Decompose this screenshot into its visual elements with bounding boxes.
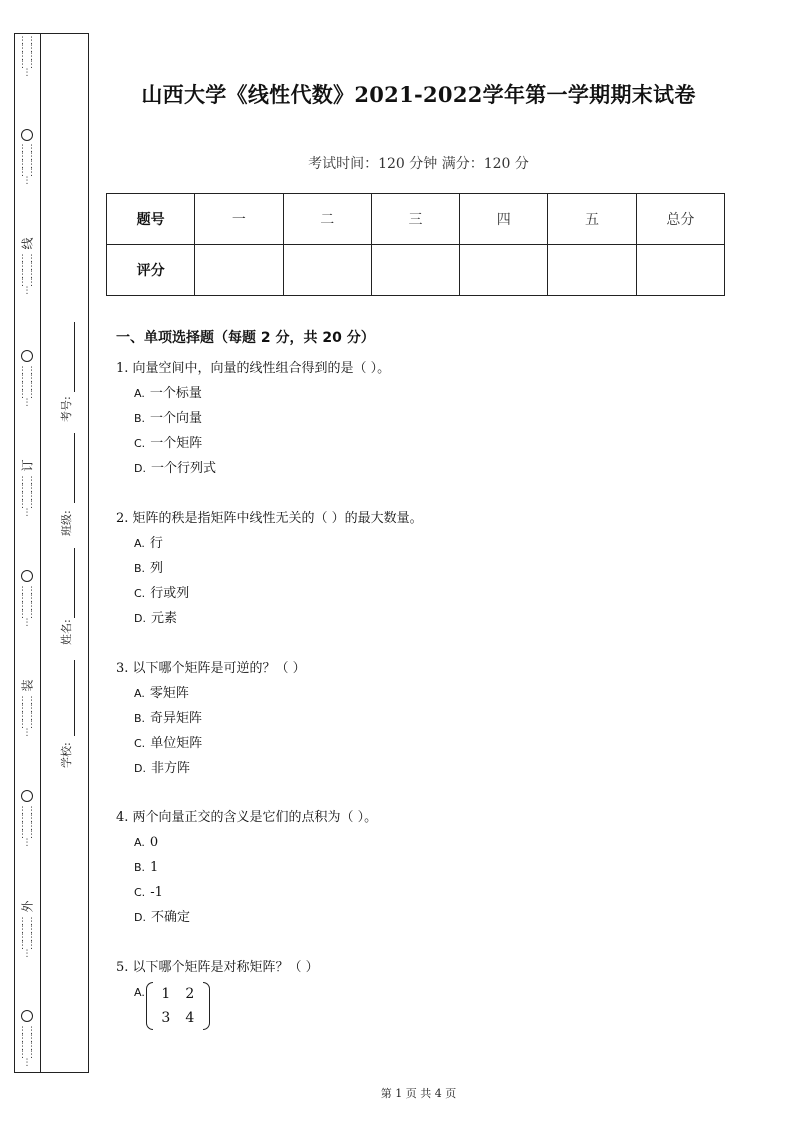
question-3 — [116, 656, 306, 781]
option-c[interactable]: C. 一个矩阵 — [134, 436, 203, 451]
dotted-line: ⋮⋮⋮⋮⋮⋮⋮⋮⋮ — [18, 36, 36, 78]
score-cell[interactable] — [636, 245, 724, 296]
field-label-name: 姓名: — [60, 619, 73, 645]
exam-info: 考试时间：120 分钟 满分：120 分 — [308, 156, 529, 172]
matrix-cell: 1 — [161, 986, 171, 1002]
score-table — [106, 193, 725, 296]
dotted-line: ⋮⋮⋮⋮⋮⋮⋮⋮⋮ — [18, 1026, 36, 1068]
option-b[interactable]: B. 奇异矩阵 — [134, 711, 203, 726]
binding-mark-wai: 外 — [20, 900, 35, 913]
score-header-cell: 一 — [195, 194, 283, 245]
right-paren — [203, 982, 210, 1030]
exam-title: 山西大学《线性代数》2021-2022学年第一学期期末试卷 — [141, 82, 696, 107]
circle-mark — [21, 350, 33, 362]
binding-cut-line — [14, 33, 40, 1073]
question-1 — [116, 356, 390, 481]
dotted-line: ⋮⋮⋮⋮⋮⋮⋮⋮⋮ — [18, 586, 36, 628]
score-header-cell: 四 — [460, 194, 548, 245]
circle-mark — [21, 570, 33, 582]
field-line-class[interactable] — [74, 433, 75, 503]
matrix-cell: 3 — [161, 1010, 171, 1026]
circle-mark — [21, 129, 33, 141]
score-header-cell: 二 — [283, 194, 371, 245]
score-cell[interactable] — [371, 245, 459, 296]
score-cell[interactable] — [195, 245, 283, 296]
score-header-cell: 三 — [371, 194, 459, 245]
option-d[interactable]: D. 元素 — [134, 611, 177, 626]
score-header-cell: 总分 — [636, 194, 724, 245]
field-line-school[interactable] — [74, 660, 75, 736]
option-c[interactable]: C. 单位矩阵 — [134, 736, 203, 751]
dotted-line: ⋮⋮⋮⋮⋮⋮⋮⋮⋮ — [18, 806, 36, 848]
option-a[interactable]: A. 一个标量 — [134, 386, 202, 401]
circle-mark — [21, 1010, 33, 1022]
option-d[interactable]: D. 一个行列式 — [134, 461, 216, 476]
score-header-cell: 五 — [548, 194, 636, 245]
dotted-line: ⋮⋮⋮⋮⋮⋮⋮⋮⋮ — [18, 366, 36, 408]
dotted-line: ⋮⋮⋮⋮⋮⋮⋮⋮⋮ — [18, 476, 36, 518]
option-a[interactable]: A. 0 — [134, 835, 159, 850]
option-c[interactable]: C. 行或列 — [134, 586, 190, 601]
circle-mark — [21, 790, 33, 802]
option-c[interactable]: C. -1 — [134, 885, 163, 900]
left-paren — [146, 982, 153, 1030]
page-footer: 第 1 页 共 4 页 — [380, 1087, 457, 1100]
option-a[interactable]: A. 零矩阵 — [134, 686, 189, 701]
score-cell[interactable] — [283, 245, 371, 296]
matrix-cell: 4 — [185, 1010, 195, 1026]
option-b[interactable]: B. 1 — [134, 860, 159, 875]
score-table-score-row — [107, 245, 725, 296]
question-2 — [116, 506, 423, 631]
question-stem: 1. 向量空间中，向量的线性组合得到的是（ ）。 — [116, 361, 391, 376]
binding-divider — [40, 33, 41, 1073]
option-d[interactable]: D. 不确定 — [134, 910, 190, 925]
score-cell[interactable] — [548, 245, 636, 296]
binding-mark-ding: 订 — [20, 459, 35, 472]
question-stem: 4. 两个向量正交的含义是它们的点积为（ ）。 — [116, 810, 378, 825]
dotted-line: ⋮⋮⋮⋮⋮⋮⋮⋮⋮ — [18, 696, 36, 738]
question-stem: 2. 矩阵的秩是指矩阵中线性无关的（ ）的最大数量。 — [116, 511, 423, 526]
field-label-class: 班级: — [60, 510, 73, 536]
score-cell[interactable] — [460, 245, 548, 296]
option-b[interactable]: B. 列 — [134, 561, 164, 576]
option-a[interactable]: A. 1 2 3 4 — [116, 980, 319, 1030]
matrix-cell: 2 — [185, 986, 195, 1002]
score-table-header-row — [107, 194, 725, 245]
question-4 — [116, 805, 377, 930]
field-label-school: 学校: — [60, 742, 73, 768]
score-header-label: 题号 — [107, 194, 195, 245]
option-d[interactable]: D. 非方阵 — [134, 761, 190, 776]
question-stem: 3. 以下哪个矩阵是可逆的？（ ） — [116, 661, 306, 676]
binding-mark-xian: 线 — [20, 237, 35, 250]
score-row-label: 评分 — [107, 245, 195, 296]
binding-mark-zhuang: 装 — [20, 679, 35, 692]
field-line-exam-number[interactable] — [74, 322, 75, 392]
dotted-line: ⋮⋮⋮⋮⋮⋮⋮⋮⋮ — [18, 144, 36, 186]
field-label-exam-number: 考号: — [60, 396, 73, 422]
option-a[interactable]: A. 行 — [134, 536, 163, 551]
dotted-line: ⋮⋮⋮⋮⋮⋮⋮⋮⋮ — [18, 254, 36, 296]
dotted-line: ⋮⋮⋮⋮⋮⋮⋮⋮⋮ — [18, 917, 36, 959]
field-line-name[interactable] — [74, 548, 75, 618]
matrix — [146, 982, 210, 1030]
question-stem: 5. 以下哪个矩阵是对称矩阵？（ ） — [116, 960, 319, 975]
question-5 — [116, 955, 319, 1030]
section-title: 一、单项选择题（每题 2 分，共 20 分） — [116, 330, 375, 346]
option-b[interactable]: B. 一个向量 — [134, 411, 203, 426]
